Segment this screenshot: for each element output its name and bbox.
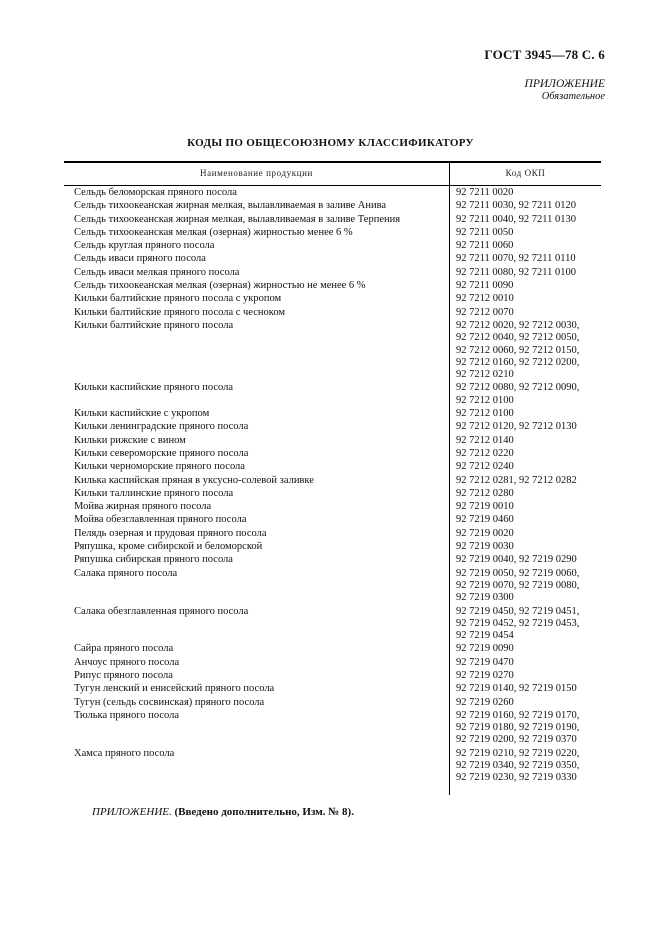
table-row [64, 553, 601, 566]
product-name: Кильки североморские пряного посола [74, 447, 249, 459]
product-name: Рипус пряного посола [74, 669, 173, 681]
okp-code-line: 92 7219 0300 [456, 592, 514, 604]
okp-codes [449, 682, 601, 695]
okp-codes [449, 306, 601, 319]
okp-code-line: 92 7219 0460 [456, 514, 514, 526]
product-name: Анчоус пряного посола [74, 656, 180, 668]
okp-code-line: 92 7219 0470 [456, 656, 514, 668]
product-name: Кильки ленинградские пряного посола [74, 421, 249, 433]
okp-code-line: 92 7211 0040, 92 7211 0130 [456, 213, 576, 225]
okp-code-line: 92 7212 0010 [456, 293, 514, 305]
okp-codes [449, 407, 601, 420]
product-name: Тугун (сельдь сосвинская) пряного посола [74, 696, 265, 708]
okp-codes [449, 656, 601, 669]
document-title: ГОСТ 3945—78 С. 6 [484, 47, 605, 62]
product-name: Сельдь беломорская пряного посола [74, 187, 237, 198]
header-column-divider [449, 163, 450, 185]
okp-code-line: 92 7211 0080, 92 7211 0100 [456, 266, 576, 278]
okp-code-line: 92 7219 0050, 92 7219 0060, [456, 567, 580, 579]
okp-code-line: 92 7211 0070, 92 7211 0110 [456, 253, 576, 265]
okp-codes [449, 669, 601, 682]
okp-code-line: 92 7211 0030, 92 7211 0120 [456, 200, 576, 212]
okp-code-line: 92 7211 0020 [456, 187, 514, 198]
okp-code-line: 92 7219 0452, 92 7219 0453, [456, 617, 580, 629]
okp-codes [449, 709, 601, 747]
product-name: Кильки рижские с вином [74, 434, 186, 446]
product-name: Тугун ленский и енисейский пряного посола [74, 683, 275, 695]
product-name: Салака обезглавленная пряного посола [74, 605, 249, 617]
table-row [64, 567, 601, 605]
table-row [64, 500, 601, 513]
table-body [64, 186, 601, 785]
okp-codes [449, 266, 601, 279]
okp-code-line: 92 7219 0040, 92 7219 0290 [456, 554, 577, 566]
product-name: Кильки таллинские пряного посола [74, 487, 234, 499]
okp-codes [449, 213, 601, 226]
footer-note [92, 806, 354, 818]
okp-code-line: 92 7212 0080, 92 7212 0090, [456, 382, 580, 394]
table-row [64, 279, 601, 292]
product-name: Кильки каспийские пряного посола [74, 382, 234, 394]
table-row [64, 527, 601, 540]
okp-code-line: 92 7212 0220 [456, 447, 514, 459]
appendix-label: ПРИЛОЖЕНИЕ [524, 78, 605, 90]
table-row [64, 186, 601, 199]
okp-codes [449, 500, 601, 513]
table-row [64, 474, 601, 487]
okp-code-line: 92 7219 0010 [456, 501, 514, 513]
okp-codes [449, 252, 601, 265]
table-row [64, 420, 601, 433]
product-name: Мойва жирная пряного посола [74, 501, 212, 513]
okp-codes [449, 279, 601, 292]
table-row [64, 605, 601, 643]
table-row [64, 306, 601, 319]
okp-code-line: 92 7212 0210 [456, 369, 514, 381]
okp-code-line: 92 7219 0270 [456, 669, 514, 681]
product-name: Кильки каспийские с укропом [74, 408, 210, 420]
okp-code-line: 92 7211 0090 [456, 280, 514, 292]
product-name: Сайра пряного посола [74, 643, 174, 655]
product-name: Сельдь тихоокеанская мелкая (озерная) жирностью менее 6 % [74, 226, 353, 238]
table-row [64, 252, 601, 265]
okp-code-line: 92 7211 0050 [456, 226, 514, 238]
table-row [64, 540, 601, 553]
okp-codes [449, 696, 601, 709]
table-row [64, 682, 601, 695]
table-row [64, 696, 601, 709]
okp-code-line: 92 7212 0120, 92 7212 0130 [456, 421, 577, 433]
table-row [64, 642, 601, 655]
okp-codes [449, 434, 601, 447]
okp-codes [449, 513, 601, 526]
footer-note-text: (Введено дополнительно, Изм. № 8). [174, 806, 354, 818]
table-row [64, 319, 601, 381]
product-name: Сельдь тихоокеанская мелкая (озерная) жирностью не менее 6 % [74, 280, 366, 292]
okp-codes [449, 747, 601, 785]
okp-codes [449, 319, 601, 381]
okp-code-line: 92 7219 0160, 92 7219 0170, [456, 709, 580, 721]
product-name: Сельдь тихоокеанская жирная мелкая, вылавливаемая в заливе Терпения [74, 213, 401, 225]
section-title: КОДЫ ПО ОБЩЕСОЮЗНОМУ КЛАССИФИКАТОРУ [187, 137, 474, 149]
okp-code-line: 92 7219 0180, 92 7219 0190, [456, 722, 580, 734]
table-row [64, 447, 601, 460]
table-row [64, 434, 601, 447]
appendix-status: Обязательное [541, 91, 605, 102]
okp-codes [449, 186, 601, 199]
okp-code-line: 92 7212 0070 [456, 306, 514, 318]
okp-code-line: 92 7211 0060 [456, 240, 514, 252]
okp-codes [449, 540, 601, 553]
okp-code-line: 92 7219 0340, 92 7219 0350, [456, 760, 580, 772]
okp-codes [449, 420, 601, 433]
okp-codes [449, 292, 601, 305]
product-name: Кильки балтийские пряного посола с укропом [74, 293, 282, 305]
product-name: Ряпушка, кроме сибирской и беломорской [74, 541, 263, 553]
okp-code-line: 92 7212 0140 [456, 434, 514, 446]
footer-note-label: ПРИЛОЖЕНИЕ. [92, 806, 172, 818]
okp-code-line: 92 7212 0280 [456, 487, 514, 499]
column-header-code: Код ОКП [505, 168, 546, 178]
okp-code-line: 92 7219 0454 [456, 630, 514, 642]
okp-code-line: 92 7219 0210, 92 7219 0220, [456, 747, 580, 759]
table-row [64, 513, 601, 526]
okp-codes [449, 474, 601, 487]
okp-code-line: 92 7212 0281, 92 7212 0282 [456, 474, 577, 486]
product-name: Тюлька пряного посола [74, 709, 180, 721]
table-row [64, 266, 601, 279]
product-name: Килька каспийская пряная в уксусно-солевой заливке [74, 474, 314, 486]
okp-codes [449, 642, 601, 655]
okp-code-line: 92 7219 0030 [456, 541, 514, 553]
okp-codes [449, 527, 601, 540]
product-name: Ряпушка сибирская пряного посола [74, 554, 233, 566]
okp-codes [449, 381, 601, 407]
okp-code-line: 92 7212 0240 [456, 461, 514, 473]
okp-code-line: 92 7212 0100 [456, 394, 514, 406]
okp-code-line: 92 7219 0140, 92 7219 0150 [456, 683, 577, 695]
table-row [64, 460, 601, 473]
table-row [64, 213, 601, 226]
okp-code-line: 92 7212 0040, 92 7212 0050, [456, 332, 580, 344]
product-name: Хамса пряного посола [74, 747, 175, 759]
okp-code-line: 92 7219 0090 [456, 643, 514, 655]
table-row [64, 669, 601, 682]
product-name: Мойва обезглавленная пряного посола [74, 514, 247, 526]
product-name: Сельдь иваси мелкая пряного посола [74, 266, 240, 278]
column-header-name: Наименование продукции [200, 168, 313, 178]
okp-codes [449, 567, 601, 605]
product-name: Салака пряного посола [74, 567, 178, 579]
table-row [64, 407, 601, 420]
okp-code-line: 92 7219 0070, 92 7219 0080, [456, 579, 580, 591]
table-row [64, 747, 601, 785]
okp-codes [449, 447, 601, 460]
table-row [64, 199, 601, 212]
okp-codes [449, 487, 601, 500]
product-name: Кильки балтийские пряного посола [74, 319, 234, 331]
table-row [64, 239, 601, 252]
table-row [64, 226, 601, 239]
table-row [64, 292, 601, 305]
okp-code-line: 92 7219 0260 [456, 696, 514, 708]
okp-code-line: 92 7219 0020 [456, 527, 514, 539]
product-name: Сельдь иваси пряного посола [74, 253, 206, 265]
table-row [64, 381, 601, 407]
okp-code-line: 92 7219 0230, 92 7219 0330 [456, 772, 577, 784]
okp-code-line: 92 7212 0160, 92 7212 0200, [456, 356, 580, 368]
okp-code-line: 92 7212 0100 [456, 408, 514, 420]
table-row [64, 487, 601, 500]
okp-code-line: 92 7219 0200, 92 7219 0370 [456, 734, 577, 746]
product-name: Сельдь тихоокеанская жирная мелкая, вылавливаемая в заливе Анива [74, 200, 387, 212]
table-row [64, 656, 601, 669]
okp-code-line: 92 7212 0060, 92 7212 0150, [456, 344, 580, 356]
product-name: Кильки балтийские пряного посола с чесноком [74, 306, 286, 318]
okp-code-line: 92 7219 0450, 92 7219 0451, [456, 605, 580, 617]
okp-code-line: 92 7212 0020, 92 7212 0030, [456, 319, 580, 331]
okp-codes [449, 553, 601, 566]
okp-codes [449, 460, 601, 473]
table-top-rule [64, 161, 601, 163]
okp-codes [449, 226, 601, 239]
product-name: Пелядь озерная и прудовая пряного посола [74, 527, 267, 539]
product-name: Кильки черноморские пряного посола [74, 461, 245, 473]
okp-codes [449, 199, 601, 212]
product-name: Сельдь круглая пряного посола [74, 240, 215, 252]
okp-codes [449, 605, 601, 643]
table-row [64, 709, 601, 747]
okp-codes [449, 239, 601, 252]
